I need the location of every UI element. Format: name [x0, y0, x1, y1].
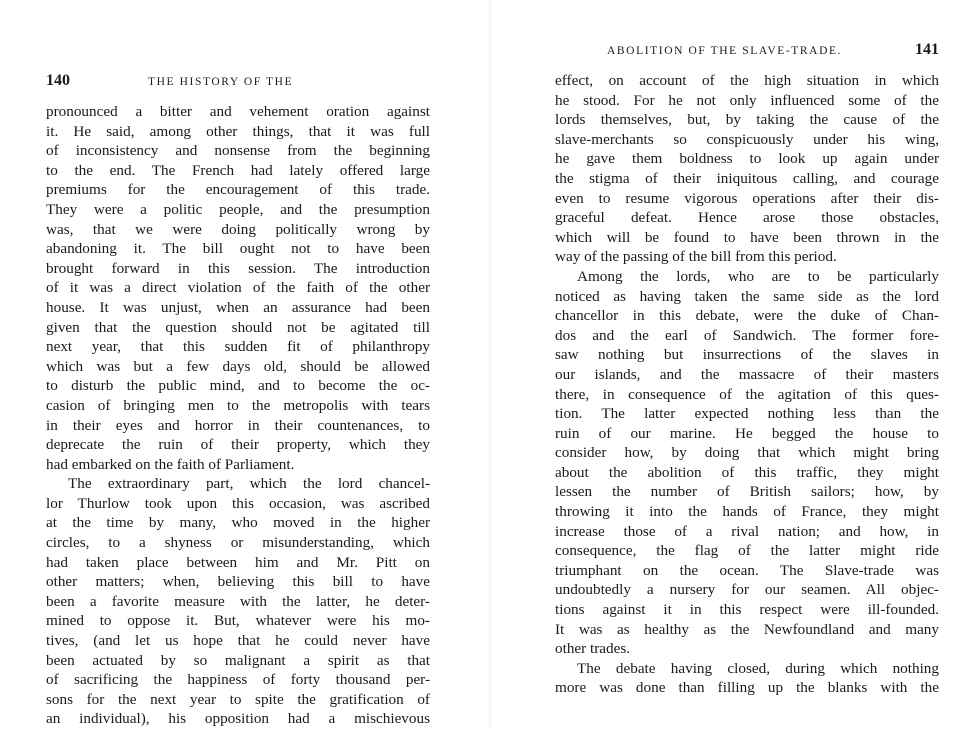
text-line: had embarked on the faith of Parliament.: [46, 455, 295, 473]
text-line: had taken place between him and Mr. Pitt on: [46, 553, 430, 571]
text-line: other trades.: [555, 640, 631, 658]
text-line: mined to oppose it. But, whatever were his mo-: [46, 612, 430, 630]
text-line: increase those of a rival nation; and how, in: [555, 522, 939, 540]
text-line: triumphant on the ocean. The Slave-trade was: [555, 561, 939, 579]
text-line: abandoning it. The bill ought not to have been: [46, 240, 430, 258]
text-line: tives, (and let us hope that he could never have: [46, 632, 430, 650]
text-line: of inconsistency and nonsense from the beginning: [46, 142, 430, 160]
text-line: pronounced a bitter and vehement oration against: [46, 103, 430, 120]
text-line: casion of bringing men to the metropolis with tears: [46, 396, 430, 414]
right-body-text: [555, 71, 939, 698]
text-line: slave-merchants so conspicuously under his wing,: [555, 130, 939, 148]
text-line: given that the question should not be agitated till: [46, 318, 430, 336]
text-line: more was done than filling up the blanks with the: [555, 679, 939, 697]
text-line: which will be found to have been thrown in the: [555, 228, 939, 246]
text-line: They were a politic people, and the presumption: [46, 200, 430, 218]
text-line: dos and the earl of Sandwich. The former fore-: [555, 326, 939, 344]
text-line: way of the passing of the bill from this period.: [555, 248, 837, 266]
right-running-title: ABOLITION OF THE SLAVE-TRADE.: [607, 45, 843, 57]
left-running-head: [46, 74, 430, 94]
text-line: it. He said, among other things, that it was full: [46, 122, 430, 140]
text-line: house. It was unjust, when an assurance had been: [46, 298, 430, 316]
text-line: the stigma of their iniquitous calling, and courage: [555, 169, 939, 187]
text-line: premiums for the encouragement of this trade.: [46, 181, 430, 199]
left-body-text: [46, 102, 430, 729]
text-line: ruin of our marine. He begged the house to: [555, 424, 939, 442]
right-page-number: 141: [915, 41, 939, 58]
text-line: consequence, the flag of the latter might ride: [555, 542, 939, 560]
text-line: at the time by many, who moved in the higher: [46, 514, 430, 532]
book-gutter: [488, 0, 492, 729]
text-line: been actuated by so malignant a spirit as that: [46, 651, 430, 669]
text-line: undoubtedly a nursery for our seamen. All objec-: [555, 581, 939, 599]
text-line: lessen the number of British sailors; how, by: [555, 483, 939, 501]
text-line: tions against it in this respect were ill-founded.: [555, 601, 939, 619]
text-line: our islands, and the massacre of their masters: [555, 365, 939, 383]
text-line: an individual), his opposition had a mischievous: [46, 710, 430, 728]
text-line: tion. The latter expected nothing less than the: [555, 405, 939, 423]
text-line: other matters; when, believing this bill to have: [46, 573, 430, 591]
text-line: brought forward in this session. The introduction: [46, 259, 430, 277]
text-line: Among the lords, who are to be particularly: [577, 267, 939, 285]
left-page-number: 140: [46, 72, 70, 89]
text-line: noticed as having taken the same side as the lord: [555, 287, 939, 305]
text-line: was, that we were doing politically wrong by: [46, 220, 430, 238]
text-line: The debate having closed, during which nothing: [577, 659, 939, 677]
text-line: he gave them boldness to look up again under: [555, 150, 939, 168]
text-line: to disturb the public mind, and to become the oc-: [46, 377, 430, 395]
text-line: been a favorite measure with the latter, he deter-: [46, 592, 430, 610]
text-line: even to resume vigorous operations after their dis-: [555, 189, 939, 207]
text-line: It was as healthy as the Newfoundland and many: [555, 620, 939, 638]
right-running-head: [555, 43, 939, 63]
text-line: chancellor in this debate, were the duke of Chan-: [555, 307, 939, 325]
text-line: he stood. For he not only influenced some of the: [555, 91, 939, 109]
text-line: deprecate the ruin of their property, which they: [46, 436, 430, 454]
text-line: throwing it into the hands of France, they might: [555, 503, 939, 521]
text-line: consider how, by doing that which might bring: [555, 444, 939, 462]
text-line: there, in consequence of the agitation of this ques-: [555, 385, 939, 403]
text-line: next year, that this sudden fit of philanthropy: [46, 338, 430, 356]
text-line: to the end. The French had lately offered large: [46, 161, 430, 179]
text-line: graceful defeat. Hence arose those obstacles,: [555, 209, 939, 227]
text-line: lor Thurlow took upon this occasion, was ascribed: [46, 494, 430, 512]
text-line: which was but a few days old, should be allowed: [46, 357, 430, 375]
text-line: The extraordinary part, which the lord chancel-: [68, 475, 430, 493]
text-line: in their eyes and horror in their countenances, to: [46, 416, 430, 434]
text-line: effect, on account of the high situation in which: [555, 72, 939, 89]
text-line: circles, to a shyness or misunderstanding, which: [46, 534, 430, 552]
text-line: sons for the next year to spite the gratification of: [46, 690, 430, 708]
left-running-title: THE HISTORY OF THE: [148, 76, 294, 88]
text-line: of it was a direct violation of the faith of the other: [46, 279, 430, 297]
text-line: of sacrificing the happiness of forty thousand per-: [46, 671, 430, 689]
text-line: about the abolition of this traffic, they might: [555, 463, 939, 481]
text-line: lords themselves, but, by taking the cause of the: [555, 111, 939, 129]
text-line: saw nothing but insurrections of the slaves in: [555, 346, 939, 364]
